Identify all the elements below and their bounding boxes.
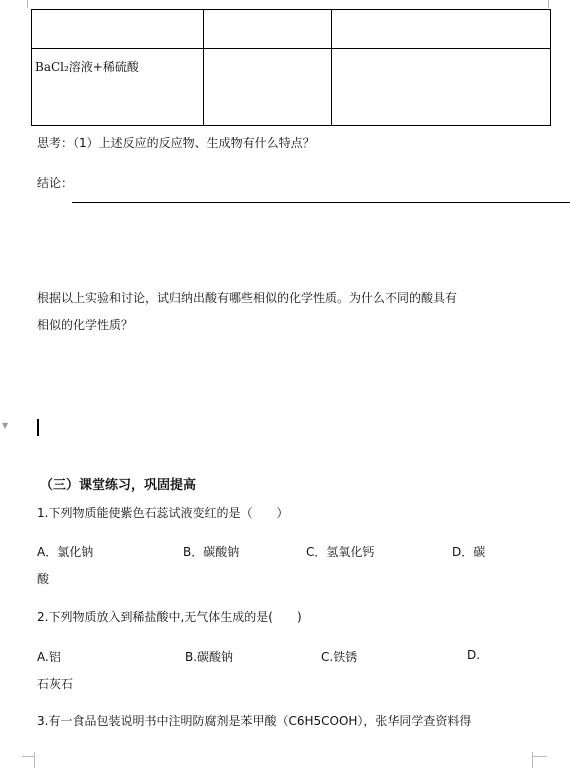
- question-1-option-a: A．氯化钠: [37, 545, 94, 559]
- question-1-option-c: C．氢氧化钙: [306, 545, 375, 559]
- section-heading: （三）课堂练习，巩固提高: [40, 478, 197, 493]
- crop-mark-bottom-right-h: [533, 756, 547, 757]
- crop-mark-bottom-left-h: [22, 756, 34, 757]
- table-cell[interactable]: [332, 10, 551, 49]
- think-question: 思考：（1）上述反应的反应物、生成物有什么特点？: [37, 136, 315, 150]
- question-2-option-b: B.碳酸钠: [185, 650, 234, 664]
- paragraph-marker-icon: ▼: [2, 421, 9, 430]
- table-cell[interactable]: [332, 49, 551, 126]
- text-cursor: [37, 419, 39, 436]
- reagent-label: BaCl₂溶液+稀硫酸: [35, 60, 139, 74]
- question-2-option-c: C.铁锈: [321, 650, 358, 664]
- table-cell[interactable]: [32, 10, 204, 49]
- table-cell[interactable]: [204, 10, 332, 49]
- crop-mark-top-right: [548, 0, 549, 8]
- question-1-stem: 1.下列物质能使紫色石蕊试液变红的是（ ）: [37, 506, 289, 520]
- question-2-option-d: D.: [467, 648, 481, 662]
- crop-mark-bottom-left-v: [34, 752, 35, 768]
- question-2-option-a: A.铝: [37, 650, 61, 664]
- table-cell[interactable]: [204, 49, 332, 126]
- conclusion-answer-line[interactable]: [72, 202, 570, 203]
- conclusion-label: 结论：: [37, 176, 74, 190]
- question-1-option-d: D．碳: [452, 545, 486, 559]
- summary-text-line-2: 相似的化学性质？: [37, 318, 134, 332]
- table-row: [32, 10, 551, 49]
- crop-mark-bottom-right-v: [532, 752, 533, 768]
- question-1-option-b: B．碳酸钠: [183, 545, 240, 559]
- question-2-option-d-wrap: 石灰石: [37, 677, 74, 691]
- question-2-stem: 2.下列物质放入到稀盐酸中,无气体生成的是( ): [37, 610, 302, 624]
- table-row: [32, 49, 551, 126]
- table-cell-reagent[interactable]: [32, 49, 204, 126]
- question-3-stem: 3.有一食品包装说明书中注明防腐剂是苯甲酸（C6H5COOH），张华同学查资料得: [37, 714, 472, 728]
- crop-mark-top-left: [27, 0, 28, 8]
- question-1-option-d-wrap: 酸: [37, 572, 50, 586]
- experiment-table: [31, 9, 551, 126]
- summary-text-line-1: 根据以上实验和讨论，试归纳出酸有哪些相似的化学性质。为什么不同的酸具有: [37, 291, 458, 305]
